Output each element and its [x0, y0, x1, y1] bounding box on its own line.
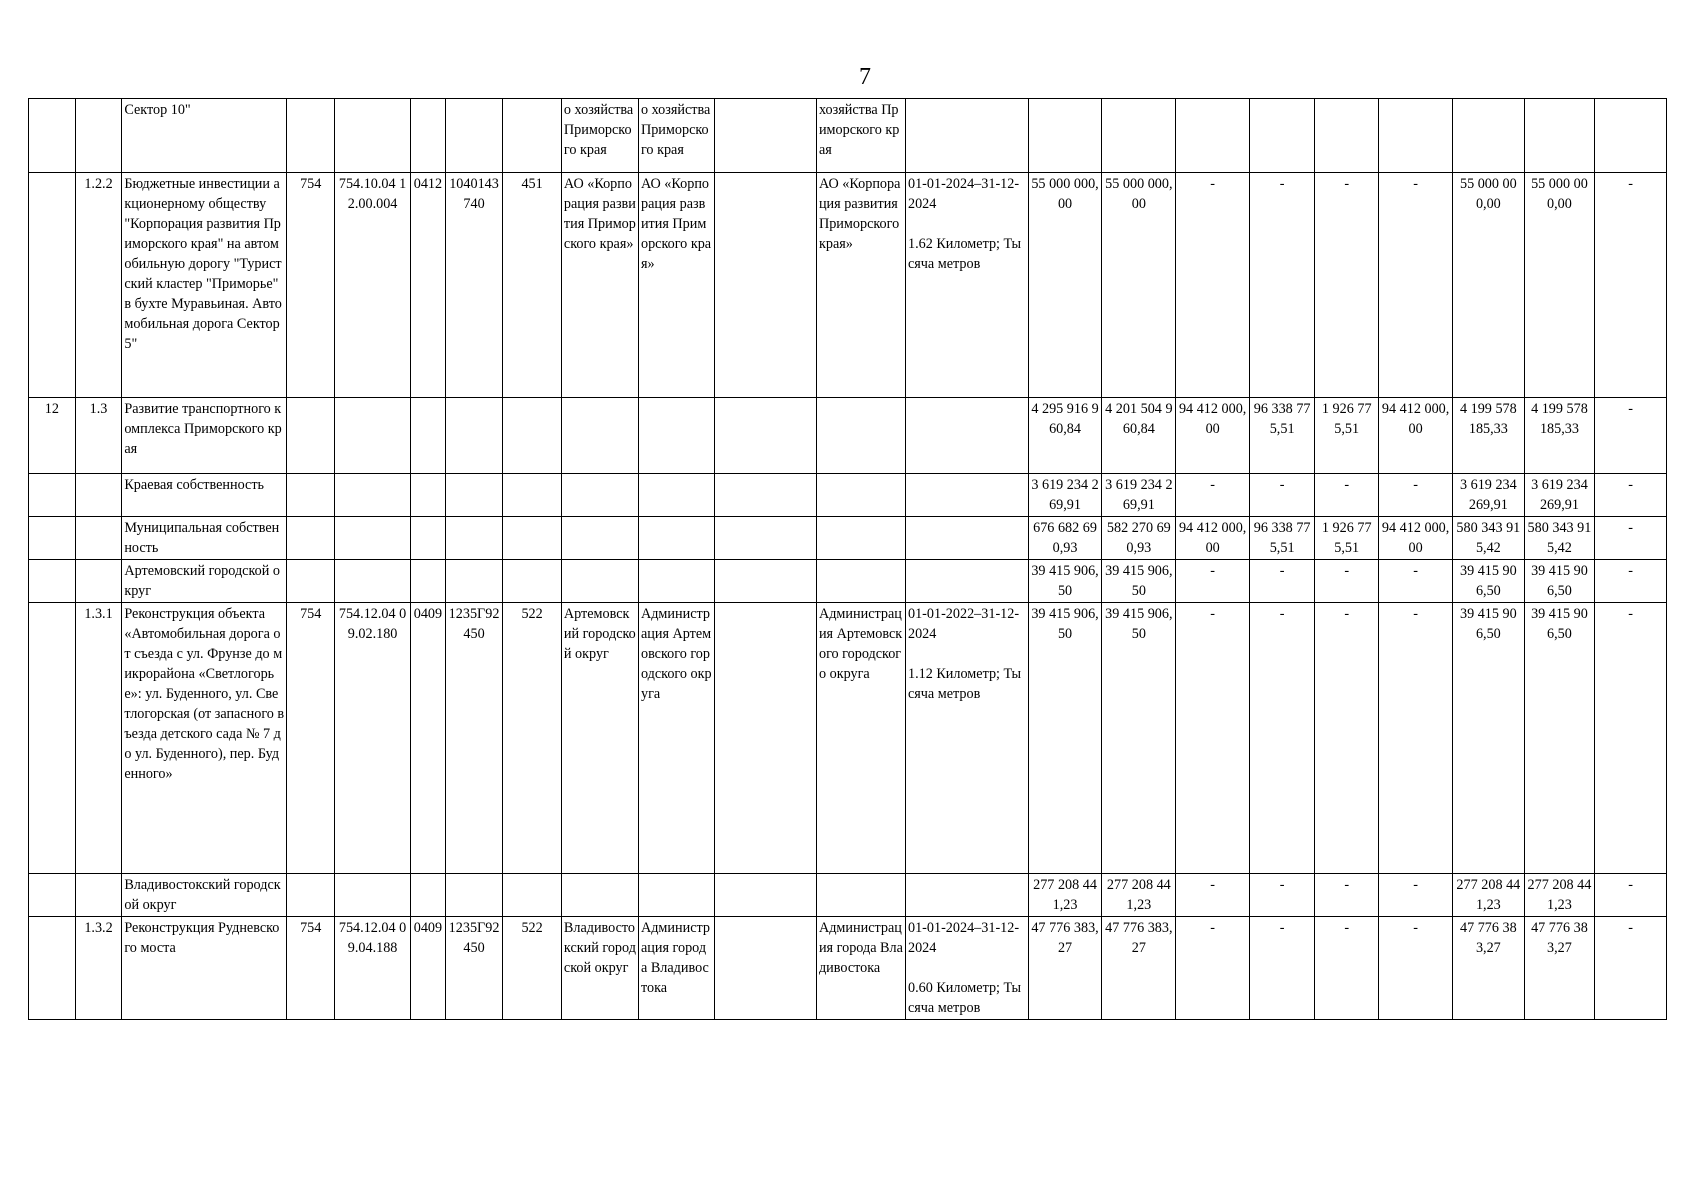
cell-grbs	[287, 874, 335, 917]
table-row	[29, 874, 1667, 917]
cell-last: -	[1595, 474, 1667, 517]
cell-name: Развитие транспортного комплекса Приморского края	[122, 398, 287, 474]
cell-grbs: 754	[287, 917, 335, 1020]
cell-v-s2	[1524, 99, 1595, 173]
cell-v-s2: 580 343 915,42	[1524, 517, 1595, 560]
table-row	[29, 917, 1667, 1020]
cell-v-kr: 3 619 234 269,91	[1102, 474, 1176, 517]
cell-ks: 754.12.04 09.02.180	[335, 603, 411, 874]
cell-v-s1: 39 415 906,50	[1453, 560, 1525, 603]
cell-vr	[503, 398, 562, 474]
cell-zak	[638, 874, 714, 917]
cell-v-kr: 39 415 906,50	[1102, 560, 1176, 603]
cell-v-s2: 277 208 441,23	[1524, 874, 1595, 917]
cell-csr	[445, 874, 503, 917]
table-row	[29, 560, 1667, 603]
cell-col11	[714, 398, 816, 474]
table-row	[29, 517, 1667, 560]
cell-last	[1595, 99, 1667, 173]
cell-v-fb	[1176, 99, 1250, 173]
cell-code: 1.3.1	[75, 603, 122, 874]
cell-v-total: 47 776 383,27	[1028, 917, 1102, 1020]
cell-v-kr: 277 208 441,23	[1102, 874, 1176, 917]
cell-code	[75, 560, 122, 603]
cell-v-kr: 582 270 690,93	[1102, 517, 1176, 560]
table-row	[29, 398, 1667, 474]
cell-vr	[503, 560, 562, 603]
cell-mun	[561, 517, 638, 560]
table-row	[29, 603, 1667, 874]
cell-mun	[561, 874, 638, 917]
cell-num	[29, 99, 76, 173]
cell-mun	[561, 398, 638, 474]
cell-mun: Артемовский городской округ	[561, 603, 638, 874]
cell-ks	[335, 474, 411, 517]
cell-v-fb: -	[1176, 474, 1250, 517]
cell-v-s1	[1453, 99, 1525, 173]
cell-v-mb2: 94 412 000,00	[1379, 517, 1453, 560]
cell-v-kr: 39 415 906,50	[1102, 603, 1176, 874]
cell-v-total: 39 415 906,50	[1028, 560, 1102, 603]
cell-grbs: 754	[287, 603, 335, 874]
cell-grbs: 754	[287, 173, 335, 398]
cell-num	[29, 517, 76, 560]
cell-csr	[445, 99, 503, 173]
cell-name: Бюджетные инвестиции акционерному обществу "Корпорация развития Приморского края" на автомобильную дорогу "Туристский кластер "Приморье" в бухте Муравьиная. Автомобильная дорога Сектор 5"	[122, 173, 287, 398]
cell-col11	[714, 874, 816, 917]
cell-v-mb: 1 926 775,51	[1315, 398, 1379, 474]
cell-v-s1: 47 776 383,27	[1453, 917, 1525, 1020]
page-number: 7	[859, 64, 871, 90]
cell-num	[29, 874, 76, 917]
cell-code: 1.2.2	[75, 173, 122, 398]
cell-col11	[714, 917, 816, 1020]
cell-col11	[714, 474, 816, 517]
cell-rz: 0409	[411, 917, 446, 1020]
cell-col11	[714, 173, 816, 398]
cell-period	[905, 398, 1028, 474]
cell-v-mb: 1 926 775,51	[1315, 517, 1379, 560]
cell-v-mb: -	[1315, 474, 1379, 517]
cell-grbs	[287, 474, 335, 517]
cell-csr	[445, 474, 503, 517]
cell-v-s2: 39 415 906,50	[1524, 603, 1595, 874]
cell-v-s2: 39 415 906,50	[1524, 560, 1595, 603]
cell-vr	[503, 874, 562, 917]
cell-vr	[503, 474, 562, 517]
cell-csr	[445, 517, 503, 560]
table-row	[29, 173, 1667, 398]
cell-vr	[503, 99, 562, 173]
cell-v-fb: -	[1176, 874, 1250, 917]
cell-code	[75, 517, 122, 560]
cell-rz	[411, 474, 446, 517]
table-row	[29, 99, 1667, 173]
cell-grbs	[287, 517, 335, 560]
cell-name: Артемовский городской округ	[122, 560, 287, 603]
cell-csr	[445, 560, 503, 603]
cell-v-total: 55 000 000,00	[1028, 173, 1102, 398]
cell-num: 12	[29, 398, 76, 474]
table-row	[29, 474, 1667, 517]
cell-v-s2: 55 000 000,00	[1524, 173, 1595, 398]
cell-v-fb2: -	[1250, 603, 1315, 874]
cell-name: Владивостокский городской округ	[122, 874, 287, 917]
cell-ks	[335, 99, 411, 173]
cell-ks: 754.10.04 12.00.004	[335, 173, 411, 398]
cell-v-total: 676 682 690,93	[1028, 517, 1102, 560]
cell-v-fb2: -	[1250, 560, 1315, 603]
cell-vr: 451	[503, 173, 562, 398]
cell-col11	[714, 603, 816, 874]
cell-v-fb2: -	[1250, 917, 1315, 1020]
cell-v-mb: -	[1315, 173, 1379, 398]
cell-v-fb: 94 412 000,00	[1176, 517, 1250, 560]
cell-last: -	[1595, 917, 1667, 1020]
cell-rz	[411, 874, 446, 917]
cell-grbs	[287, 398, 335, 474]
cell-v-mb2	[1379, 99, 1453, 173]
cell-ks	[335, 560, 411, 603]
cell-v-mb2: -	[1379, 474, 1453, 517]
cell-num	[29, 560, 76, 603]
cell-code	[75, 474, 122, 517]
cell-v-fb2	[1250, 99, 1315, 173]
cell-v-fb2: -	[1250, 173, 1315, 398]
cell-v-fb: -	[1176, 173, 1250, 398]
cell-v-mb	[1315, 99, 1379, 173]
cell-code: 1.3.2	[75, 917, 122, 1020]
cell-v-fb: -	[1176, 603, 1250, 874]
cell-v-mb2: -	[1379, 560, 1453, 603]
cell-mun: АО «Корпорация развития Приморского края»	[561, 173, 638, 398]
cell-org: хозяйства Приморского края	[816, 99, 905, 173]
cell-mun	[561, 474, 638, 517]
cell-v-mb2: -	[1379, 603, 1453, 874]
cell-zak	[638, 398, 714, 474]
cell-v-fb: -	[1176, 917, 1250, 1020]
cell-period	[905, 560, 1028, 603]
cell-grbs	[287, 99, 335, 173]
cell-name: Краевая собственность	[122, 474, 287, 517]
cell-v-fb: 94 412 000,00	[1176, 398, 1250, 474]
cell-v-s1: 55 000 000,00	[1453, 173, 1525, 398]
cell-last: -	[1595, 398, 1667, 474]
cell-vr: 522	[503, 603, 562, 874]
cell-ks	[335, 517, 411, 560]
cell-last: -	[1595, 603, 1667, 874]
cell-last: -	[1595, 874, 1667, 917]
cell-last: -	[1595, 517, 1667, 560]
cell-v-mb2: -	[1379, 874, 1453, 917]
cell-rz	[411, 517, 446, 560]
cell-v-mb: -	[1315, 917, 1379, 1020]
cell-period	[905, 517, 1028, 560]
cell-ks	[335, 874, 411, 917]
cell-org: Администрация города Владивостока	[816, 917, 905, 1020]
cell-col11	[714, 99, 816, 173]
cell-last: -	[1595, 560, 1667, 603]
cell-zak	[638, 474, 714, 517]
cell-period: 01-01-2022–31-12-2024 1.12 Километр; Тысяча метров	[905, 603, 1028, 874]
cell-v-fb2: 96 338 775,51	[1250, 398, 1315, 474]
cell-v-total: 39 415 906,50	[1028, 603, 1102, 874]
cell-last: -	[1595, 173, 1667, 398]
budget-table	[28, 98, 1667, 1020]
cell-ks: 754.12.04 09.04.188	[335, 917, 411, 1020]
cell-v-s1: 4 199 578 185,33	[1453, 398, 1525, 474]
cell-v-total	[1028, 99, 1102, 173]
cell-v-total: 3 619 234 269,91	[1028, 474, 1102, 517]
cell-rz	[411, 560, 446, 603]
cell-period: 01-01-2024–31-12-2024 1.62 Километр; Тысяча метров	[905, 173, 1028, 398]
cell-org	[816, 560, 905, 603]
cell-v-kr: 4 201 504 960,84	[1102, 398, 1176, 474]
cell-mun: о хозяйства Приморского края	[561, 99, 638, 173]
cell-num	[29, 917, 76, 1020]
cell-num	[29, 173, 76, 398]
cell-v-mb2: -	[1379, 173, 1453, 398]
cell-v-mb: -	[1315, 603, 1379, 874]
cell-code	[75, 99, 122, 173]
cell-vr: 522	[503, 917, 562, 1020]
cell-v-total: 4 295 916 960,84	[1028, 398, 1102, 474]
cell-col11	[714, 560, 816, 603]
cell-num	[29, 603, 76, 874]
cell-v-fb2: 96 338 775,51	[1250, 517, 1315, 560]
cell-code: 1.3	[75, 398, 122, 474]
cell-rz	[411, 398, 446, 474]
cell-zak	[638, 517, 714, 560]
cell-rz: 0409	[411, 603, 446, 874]
cell-rz	[411, 99, 446, 173]
cell-v-mb2: -	[1379, 917, 1453, 1020]
cell-v-mb2: 94 412 000,00	[1379, 398, 1453, 474]
cell-num	[29, 474, 76, 517]
cell-org: Администрация Артемовского городского округа	[816, 603, 905, 874]
cell-name: Муниципальная собственность	[122, 517, 287, 560]
cell-col11	[714, 517, 816, 560]
cell-v-s2: 4 199 578 185,33	[1524, 398, 1595, 474]
cell-zak: Администрация города Владивостока	[638, 917, 714, 1020]
cell-code	[75, 874, 122, 917]
cell-period: 01-01-2024–31-12-2024 0.60 Километр; Тысяча метров	[905, 917, 1028, 1020]
cell-v-fb2: -	[1250, 474, 1315, 517]
cell-mun	[561, 560, 638, 603]
cell-org	[816, 398, 905, 474]
cell-zak: АО «Корпорация развития Приморского края»	[638, 173, 714, 398]
cell-csr: 1235Г92450	[445, 917, 503, 1020]
cell-v-s1: 39 415 906,50	[1453, 603, 1525, 874]
cell-org	[816, 474, 905, 517]
cell-csr	[445, 398, 503, 474]
cell-org	[816, 517, 905, 560]
cell-csr: 1235Г92450	[445, 603, 503, 874]
cell-csr: 1040143740	[445, 173, 503, 398]
cell-v-fb2: -	[1250, 874, 1315, 917]
cell-v-s2: 47 776 383,27	[1524, 917, 1595, 1020]
cell-v-mb: -	[1315, 874, 1379, 917]
cell-ks	[335, 398, 411, 474]
cell-rz: 0412	[411, 173, 446, 398]
cell-v-kr: 55 000 000,00	[1102, 173, 1176, 398]
cell-mun: Владивостокский городской округ	[561, 917, 638, 1020]
cell-vr	[503, 517, 562, 560]
cell-v-s1: 277 208 441,23	[1453, 874, 1525, 917]
cell-zak	[638, 560, 714, 603]
cell-org: АО «Корпорация развития Приморского края»	[816, 173, 905, 398]
cell-name: Реконструкция Рудневского моста	[122, 917, 287, 1020]
cell-v-s1: 580 343 915,42	[1453, 517, 1525, 560]
cell-v-mb: -	[1315, 560, 1379, 603]
cell-v-fb: -	[1176, 560, 1250, 603]
cell-org	[816, 874, 905, 917]
cell-zak: о хозяйства Приморского края	[638, 99, 714, 173]
cell-v-kr	[1102, 99, 1176, 173]
cell-v-total: 277 208 441,23	[1028, 874, 1102, 917]
cell-grbs	[287, 560, 335, 603]
cell-name: Сектор 10"	[122, 99, 287, 173]
cell-name: Реконструкция объекта «Автомобильная дорога от съезда с ул. Фрунзе до микрорайона «Светлогорье»: ул. Буденного, ул. Светлогорская (от запасного въезда детского сада № 7 до ул. Буденного), пер. Буденного»	[122, 603, 287, 874]
cell-period	[905, 474, 1028, 517]
cell-v-kr: 47 776 383,27	[1102, 917, 1176, 1020]
cell-zak: Администрация Артемовского городского округа	[638, 603, 714, 874]
cell-period	[905, 874, 1028, 917]
cell-v-s2: 3 619 234 269,91	[1524, 474, 1595, 517]
cell-v-s1: 3 619 234 269,91	[1453, 474, 1525, 517]
cell-period	[905, 99, 1028, 173]
